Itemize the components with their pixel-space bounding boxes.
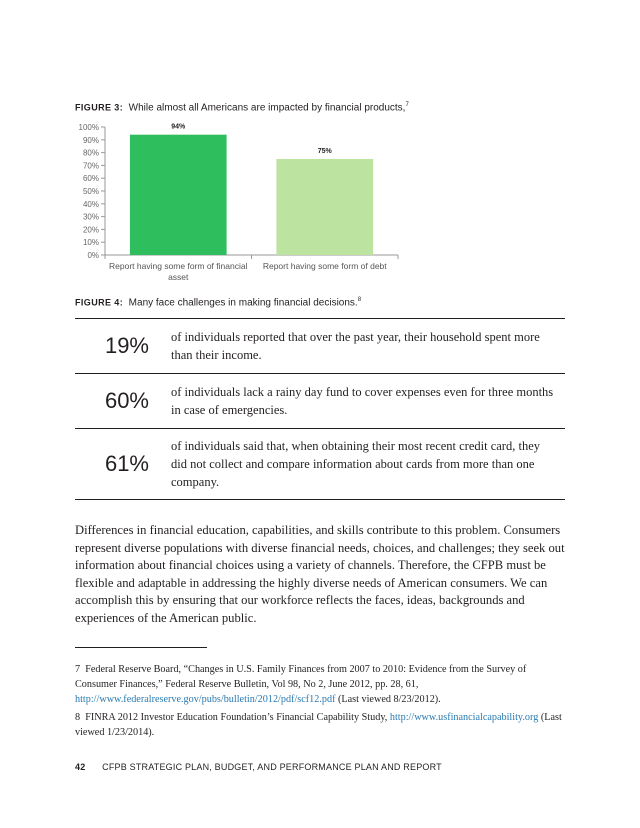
figure-3-footnote-ref[interactable]: 7 [405,102,409,108]
body-paragraph: Differences in financial education, capabilities, and skills contribute to this problem. Consumers represent diverse populations with diverse financial needs, choices, and challenges; they seek out information about financial choices using a variety of channels. Therefore, the CFPB must be flexible and adaptable in addressing the highly diverse needs of American consumers. We can accomplish this by ensuring that our workforce reflects the faces, ideas, backgrounds and experiences of the American public. [75,523,565,625]
footnote-number: 7 [75,664,81,675]
y-tick-label: 10% [82,238,99,248]
y-tick-label: 40% [82,199,99,209]
bar-value-label: 75% [317,148,332,155]
stat-percent: 60% [104,388,149,413]
stat-row [75,428,565,500]
chart-bars [130,135,373,255]
y-tick-label: 50% [82,187,99,196]
footnote-text: Federal Reserve Board, “Changes in U.S. Family Finances from 2007 to 2010: Evidence from the Survey of Consumer Finances,” Federal Reserve Bulletin, Vol 98, No 2, June 2012, pp. 28, 61, [75,664,527,690]
stat-description: of individuals lack a rainy day fund to cover expenses even for three months in case of emergencies. [171,385,554,417]
y-tick-label: 0% [87,251,99,260]
stat-description: of individuals said that, when obtaining their most recent credit card, they did not collect and compare information about cards from more than one company. [171,439,540,489]
x-category-label [263,261,387,271]
stat-percent: 19% [104,333,149,358]
footnote-number: 8 [75,712,81,723]
y-tick-label: 70% [82,161,99,171]
figure-3-title: While almost all Americans are impacted by financial products, [128,102,406,114]
x-category-label-line: Report having some form of financial [109,261,248,271]
figure-4-caption [75,297,361,308]
y-tick-label: 20% [82,225,99,235]
page-number: 42 [75,762,86,772]
bar-value-label: 94% [171,123,186,131]
footnote-7 [75,662,567,707]
footnote-link[interactable]: http://www.usfinancialcapability.org [389,712,539,723]
x-category-label-line: asset [168,272,189,282]
y-tick-label: 60% [82,174,99,184]
stat-description: of individuals reported that over the past year, their household spent more than their income. [171,330,540,362]
figure-3-label: FIGURE 3: [75,102,124,113]
bar-chart [60,118,410,288]
y-tick-label: 100% [78,123,99,132]
figure-4-footnote-ref[interactable]: 8 [357,297,362,303]
stats-table [75,318,565,500]
footnote-viewed: (Last viewed 1/23/2014). [75,712,562,738]
figure-4-title: Many face challenges in making financial decisions. [128,297,358,309]
bar [276,159,373,255]
footer-title: CFPB STRATEGIC PLAN, BUDGET, AND PERFORMANCE PLAN AND REPORT [102,762,442,772]
stat-row [75,318,565,373]
stat-percent: 61% [104,451,149,476]
bar [130,135,227,255]
footnote-viewed: (Last viewed 8/23/2012). [338,694,441,705]
y-tick-label: 30% [82,212,99,222]
page-footer [75,762,442,772]
footnote-divider [75,647,207,648]
y-tick-label: 90% [82,135,99,145]
figure-3-caption [75,102,409,113]
footnote-8 [75,710,567,740]
footnote-text: FINRA 2012 Investor Education Foundation’s Financial Capability Study, [85,712,388,723]
y-tick-label: 80% [82,148,99,158]
footnote-link[interactable]: http://www.federalreserve.gov/pubs/bulletin/2012/pdf/scf12.pdf [75,694,336,705]
stat-row [75,373,565,428]
figure-4-label: FIGURE 4: [75,297,124,308]
x-category-label [109,261,248,282]
x-category-label-line: Report having some form of debt [262,261,387,271]
